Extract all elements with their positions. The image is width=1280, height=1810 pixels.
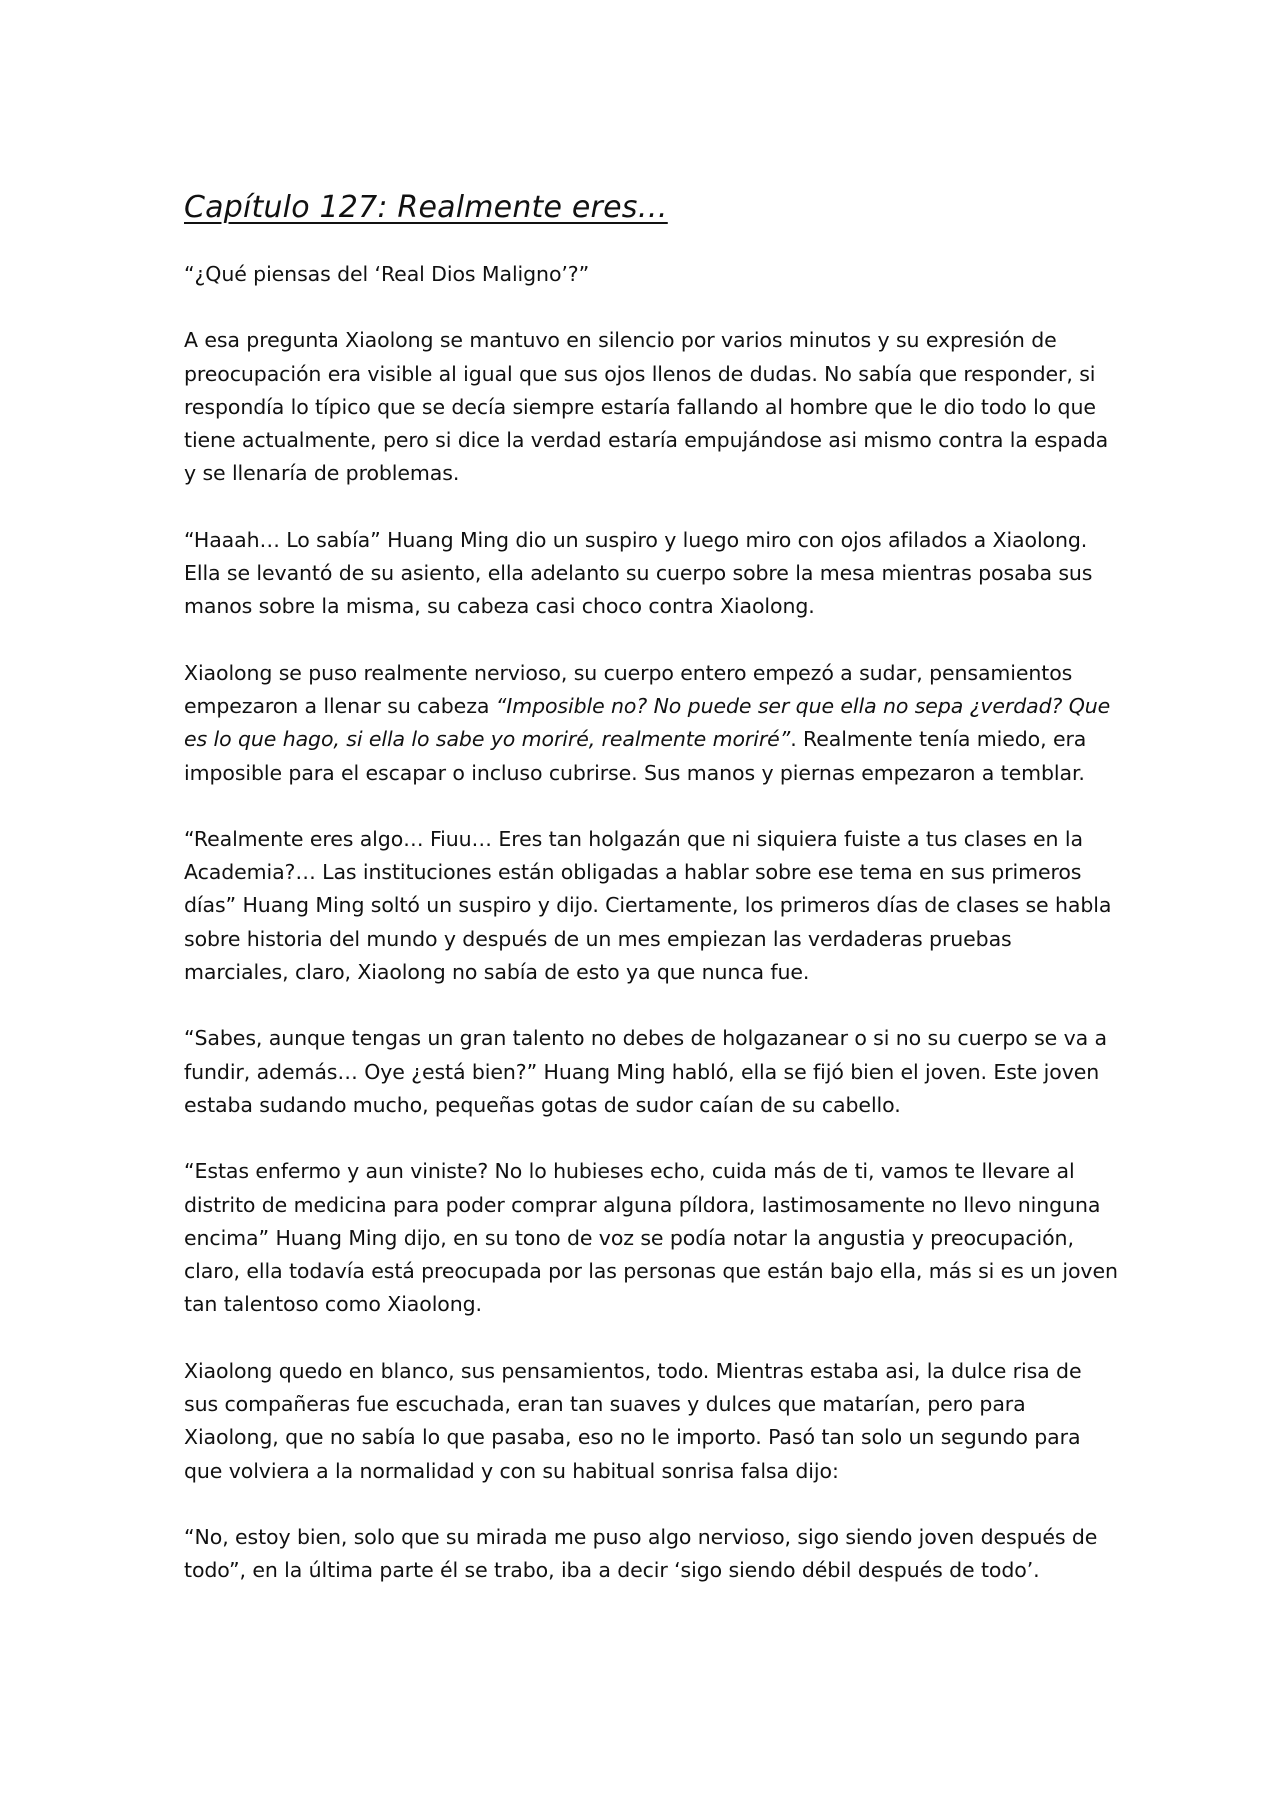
text-segment: . Realmente tenía miedo, era imposible para el escapar o incluso cubrirse. Sus manos y piernas empezaron a temblar. <box>184 727 1087 785</box>
paragraph <box>184 657 1120 790</box>
text-segment: “No, estoy bien, solo que su mirada me puso algo nervioso, sigo siendo joven después de todo”, en la última parte él se trabo, iba a decir ‘sigo siendo débil después de todo’. <box>184 1524 1098 1583</box>
paragraph <box>184 1022 1120 1122</box>
paragraph <box>184 324 1120 490</box>
text-segment: “¿Qué piensas del ‘Real Dios Maligno’?” <box>184 262 590 286</box>
paragraph <box>184 1155 1120 1321</box>
text-segment: Xiaolong quedo en blanco, sus pensamientos, todo. Mientras estaba asi, la dulce risa de sus compañeras fue escuchada, eran tan suaves y dulces que matarían, pero para Xiaolong, que no sabía lo que pasaba, eso no le importo. Pasó tan solo un segundo para que volviera a la normalidad y con su habitual sonrisa falsa dijo: <box>184 1358 1082 1483</box>
paragraph <box>184 1521 1120 1588</box>
text-segment: “Realmente eres algo… Fiuu… Eres tan holgazán que ni siquiera fuiste a tus clases en la Academia?… Las instituciones están obligadas a hablar sobre ese tema en sus primeros días” Huang Ming soltó un suspiro y dijo. Ciertamente, los primeros días de clases se habla sobre historia del mundo y después de un mes empiezan las verdaderas pruebas marciales, claro, Xiaolong no sabía de esto ya que nunca fue. <box>184 826 1112 985</box>
text-segment: “Estas enfermo y aun viniste? No lo hubieses echo, cuida más de ti, vamos te llevare al distrito de medicina para poder comprar alguna píldora, lastimosamente no llevo ninguna encima” Huang Ming dijo, en su tono de voz se podía notar la angustia y preocupación, claro, ella todavía está preocupada por las personas que están bajo ella, más si es un joven tan talentoso como Xiaolong. <box>184 1159 1118 1317</box>
italic-text-segment: “Imposible no? No puede ser que ella no sepa ¿verdad? Que es lo que hago, si ella lo sabe yo moriré, realmente moriré” <box>184 693 1111 752</box>
text-segment: A esa pregunta Xiaolong se mantuvo en silencio por varios minutos y su expresión de preocupación era visible al igual que sus ojos llenos de dudas. No sabía que responder, si respondía lo típico que se decía siempre estaría fallando al hombre que le dio todo lo que tiene actualmente, pero si dice la verdad estaría empujándose asi mismo contra la espada y se llenaría de problemas. <box>184 328 1109 486</box>
paragraph <box>184 1355 1120 1488</box>
text-segment: “Haaah… Lo sabía” Huang Ming dio un suspiro y luego miro con ojos afilados a Xiaolong. Ella se levantó de su asiento, ella adelanto su cuerpo sobre la mesa mientras posaba sus manos sobre la misma, su cabeza casi choco contra Xiaolong. <box>184 527 1093 619</box>
document-body <box>184 188 1120 1621</box>
paragraph <box>184 524 1120 624</box>
paragraph <box>184 823 1120 989</box>
paragraph-list <box>184 258 1120 1588</box>
chapter-title: Capítulo 127: Realmente eres… <box>184 190 668 225</box>
text-segment: Xiaolong se puso realmente nervioso, su cuerpo entero empezó a sudar, pensamientos empezaron a llenar su cabeza <box>184 660 1073 718</box>
paragraph <box>184 258 1120 291</box>
text-segment: “Sabes, aunque tengas un gran talento no debes de holgazanear o si no su cuerpo se va a fundir, además… Oye ¿está bien?” Huang Ming habló, ella se fijó bien el joven. Este joven estaba sudando mucho, pequeñas gotas de sudor caían de su cabello. <box>184 1026 1107 1117</box>
